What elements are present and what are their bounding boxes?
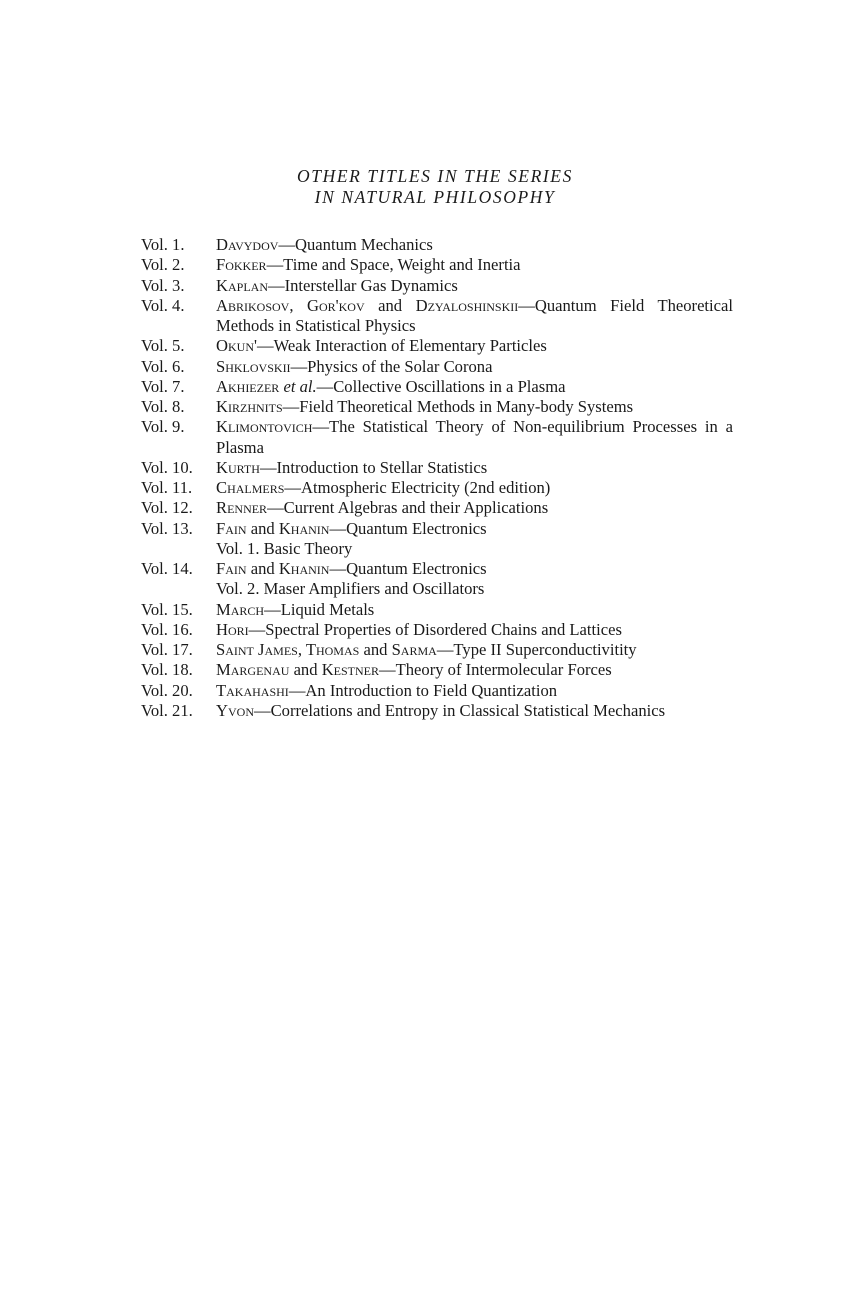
list-item bbox=[141, 620, 733, 640]
author-name: Renner bbox=[216, 498, 268, 518]
volume-entry bbox=[216, 640, 733, 660]
volume-entry bbox=[216, 397, 733, 417]
author-name: Hori bbox=[216, 619, 249, 639]
volume-number: Vol. 4. bbox=[141, 295, 185, 315]
volume-entry bbox=[216, 235, 733, 255]
author-name-2: Dzyaloshinskii bbox=[415, 295, 519, 315]
et-al: et al. bbox=[279, 376, 317, 396]
volume-entry bbox=[216, 681, 733, 701]
author-conjunction: and bbox=[246, 559, 279, 578]
list-item bbox=[141, 519, 733, 560]
volume-number: Vol. 20. bbox=[141, 680, 193, 700]
volume-number: Vol. 6. bbox=[141, 356, 185, 376]
volume-entry bbox=[216, 600, 733, 620]
volume-entry bbox=[216, 296, 733, 337]
author-name-2: Khanin bbox=[278, 559, 330, 578]
volume-title: —Field Theoretical Methods in Many-body Systems bbox=[282, 397, 634, 416]
volume-title: —Introduction to Stellar Statistics bbox=[259, 457, 488, 477]
author-name: Fain bbox=[216, 559, 247, 578]
list-item bbox=[141, 498, 733, 518]
author-name-2: Kestner bbox=[321, 660, 380, 680]
volume-number: Vol. 7. bbox=[141, 376, 185, 396]
author-name: Saint James, Thomas bbox=[216, 640, 360, 659]
volume-title: —Current Algebras and their Applications bbox=[267, 498, 549, 518]
volume-title: —Collective Oscillations in a Plasma bbox=[316, 376, 566, 396]
heading-line-2: IN NATURAL PHILOSOPHY bbox=[314, 187, 556, 207]
author-conjunction: and bbox=[364, 295, 416, 315]
volume-subtitle: Vol. 1. Basic Theory bbox=[216, 538, 353, 558]
author-name: Shklovskii bbox=[216, 356, 291, 376]
author-name: Okun' bbox=[216, 336, 257, 356]
volume-number: Vol. 17. bbox=[141, 640, 193, 659]
list-item bbox=[141, 417, 733, 458]
volume-number: Vol. 21. bbox=[141, 700, 193, 720]
volume-number: Vol. 9. bbox=[141, 417, 185, 437]
author-name: Akhiezer bbox=[216, 376, 280, 396]
volume-entry bbox=[216, 519, 733, 560]
volume-title: —Atmospheric Electricity (2nd edition) bbox=[284, 478, 551, 497]
list-item bbox=[141, 701, 733, 721]
volume-title: —An Introduction to Field Quantization bbox=[288, 680, 558, 700]
volume-title: —Physics of the Solar Corona bbox=[290, 356, 493, 376]
volume-title: —Quantum Electronics bbox=[329, 559, 487, 578]
volume-entry bbox=[216, 276, 733, 296]
series-heading bbox=[0, 166, 848, 208]
author-conjunction: and bbox=[246, 518, 279, 538]
list-item bbox=[141, 660, 733, 680]
volume-title: —Time and Space, Weight and Inertia bbox=[266, 255, 521, 275]
list-item bbox=[141, 235, 733, 255]
author-name: Abrikosov, Gor'kov bbox=[216, 295, 365, 315]
author-conjunction: and bbox=[289, 660, 322, 680]
list-item bbox=[141, 357, 733, 377]
volume-number: Vol. 2. bbox=[141, 255, 185, 275]
author-name: Kirzhnits bbox=[216, 397, 283, 416]
list-item bbox=[141, 336, 733, 356]
volume-entry bbox=[216, 255, 733, 275]
volume-entry bbox=[216, 417, 733, 458]
volume-entry bbox=[216, 336, 733, 356]
list-item bbox=[141, 458, 733, 478]
author-name: Takahashi bbox=[216, 680, 289, 700]
author-conjunction: and bbox=[359, 640, 392, 659]
author-name-2: Khanin bbox=[278, 518, 330, 538]
volume-number: Vol. 18. bbox=[141, 660, 193, 680]
author-name: Kaplan bbox=[216, 275, 268, 295]
author-name: Davydov bbox=[216, 235, 279, 254]
volume-list bbox=[141, 235, 733, 721]
list-item bbox=[141, 377, 733, 397]
volume-title: —Quantum Electronics bbox=[329, 518, 487, 538]
author-name: Chalmers bbox=[216, 478, 285, 497]
volume-entry bbox=[216, 660, 733, 680]
list-item bbox=[141, 397, 733, 417]
volume-number: Vol. 10. bbox=[141, 457, 193, 477]
list-item bbox=[141, 276, 733, 296]
list-item bbox=[141, 478, 733, 498]
volume-number: Vol. 1. bbox=[141, 235, 185, 254]
volume-number: Vol. 11. bbox=[141, 478, 193, 497]
volume-entry bbox=[216, 357, 733, 377]
author-name: March bbox=[216, 599, 265, 619]
volume-entry bbox=[216, 559, 733, 600]
volume-number: Vol. 12. bbox=[141, 498, 193, 518]
list-item bbox=[141, 681, 733, 701]
volume-entry bbox=[216, 478, 733, 498]
volume-title: —Spectral Properties of Disordered Chains and Lattices bbox=[248, 619, 622, 639]
volume-entry bbox=[216, 458, 733, 478]
list-item bbox=[141, 600, 733, 620]
volume-title: —Weak Interaction of Elementary Particles bbox=[256, 336, 547, 356]
volume-title: —Theory of Intermolecular Forces bbox=[379, 660, 612, 680]
list-item bbox=[141, 296, 733, 337]
volume-number: Vol. 14. bbox=[141, 559, 193, 578]
volume-subtitle: Vol. 2. Maser Amplifiers and Oscillators bbox=[216, 579, 485, 599]
volume-entry bbox=[216, 498, 733, 518]
volume-number: Vol. 8. bbox=[141, 397, 185, 416]
list-item bbox=[141, 255, 733, 275]
volume-title: —Interstellar Gas Dynamics bbox=[268, 275, 458, 295]
volume-title: —Liquid Metals bbox=[264, 599, 375, 619]
volume-title: —The Statistical Theory of Non-equilibrium Processes in a Plasma bbox=[216, 417, 733, 457]
volume-title: —Type II Superconductivitity bbox=[436, 640, 637, 659]
heading-line-1: OTHER TITLES IN THE SERIES bbox=[297, 166, 573, 186]
volume-number: Vol. 3. bbox=[141, 275, 185, 295]
author-name-2: Sarma bbox=[391, 640, 437, 659]
volume-entry bbox=[216, 701, 733, 721]
volume-number: Vol. 15. bbox=[141, 599, 193, 619]
volume-entry bbox=[216, 377, 733, 397]
author-name: Klimontovich bbox=[216, 417, 313, 437]
volume-number: Vol. 16. bbox=[141, 619, 193, 639]
author-name: Fain bbox=[216, 518, 247, 538]
list-item bbox=[141, 640, 733, 660]
volume-title: —Correlations and Entropy in Classical Statistical Mechanics bbox=[253, 700, 666, 720]
volume-title: —Quantum Mechanics bbox=[278, 235, 433, 254]
volume-number: Vol. 13. bbox=[141, 518, 193, 538]
volume-entry bbox=[216, 620, 733, 640]
author-name: Margenau bbox=[216, 660, 290, 680]
list-item bbox=[141, 559, 733, 600]
volume-title: —Quantum Field Theoretical Methods in Statistical Physics bbox=[216, 295, 733, 335]
author-name: Kurth bbox=[216, 457, 260, 477]
author-name: Yvon bbox=[216, 700, 254, 720]
volume-number: Vol. 5. bbox=[141, 336, 185, 356]
author-name: Fokker bbox=[216, 255, 267, 275]
